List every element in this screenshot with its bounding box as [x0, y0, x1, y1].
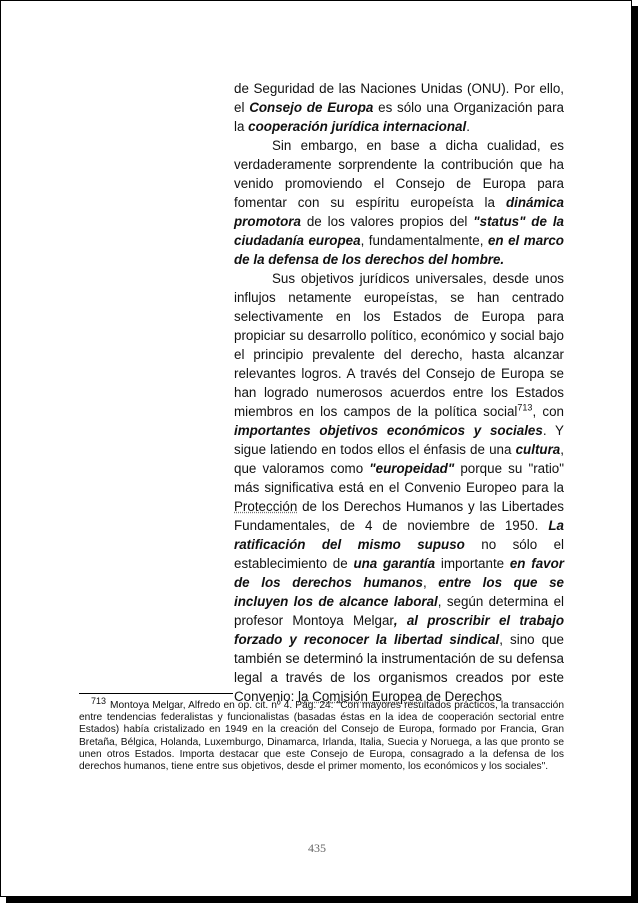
text-run: , según determina el profesor Montoya Melgar: [234, 594, 565, 628]
emphasis-run: , al proscribir el trabajo forzado y reconocer la libertad sindical: [234, 613, 564, 647]
underlined-run: la Comisión Europea: [298, 689, 423, 704]
underlined-run: Protección: [234, 499, 298, 514]
body-text: [234, 79, 564, 706]
text-run: , con: [532, 404, 564, 419]
text-run: es sólo una Organización para la: [234, 100, 564, 134]
emphasis-run: en el marco de la defensa de los derechos del hombre.: [234, 233, 564, 267]
footnote-separator: [79, 693, 233, 694]
text-run: , fundamentalmente,: [360, 233, 488, 248]
paragraph-2: [234, 136, 564, 269]
text-run: Sus objetivos jurídicos universales, desde unos influjos netamente europeístas, se han centrado selectivamente en los Estados de Europa para propiciar su desarrollo político, económico y social bajo el principio prevalente del derecho, hasta alcanzar relevantes logros. A través del Consejo de Europa se han logrado numerosos acuerdos entre los Estados miembros en los campos de la política social: [234, 271, 564, 419]
emphasis-run: cooperación jurídica internacional: [248, 119, 467, 134]
text-run: .: [466, 119, 470, 134]
text-run: , sino que también se determinó la instrumentación de su defensa legal a través de los organismos creados por este Convenio:: [234, 632, 564, 704]
text-run: de Seguridad de las Naciones Unidas (ONU). Por ello, el: [234, 81, 564, 115]
text-run: no sólo el establecimiento de: [234, 537, 564, 571]
emphasis-run: dinámica promotora: [234, 195, 564, 229]
text-run: ,: [422, 575, 439, 590]
emphasis-run: importantes objetivos económicos y sociales: [234, 423, 543, 438]
text-run: porque su "ratio" más significativa está en el Convenio Europeo para la: [234, 461, 565, 495]
emphasis-run: "status" de la ciudadanía europea: [234, 214, 564, 248]
page-number: 435: [308, 841, 326, 855]
emphasis-run: en favor de los derechos humanos: [234, 556, 564, 590]
emphasis-run: Consejo de Europa: [249, 100, 374, 115]
paragraph-1: [234, 79, 564, 136]
footnote-number: 713: [91, 695, 107, 706]
emphasis-run: entre los que se incluyen los de alcance laboral: [234, 575, 564, 609]
emphasis-run: una garantía: [353, 556, 436, 571]
paragraph-3: [234, 269, 564, 706]
footnote-text: Montoya Melgar, Alfredo en op. cit. nº 4. Pág. 24: "Con mayores resultados prácticos, la transacción entre tendencias federalistas y funcionalistas (basadas éstas en la idea de cooperación sectorial entre Estados) había cristalizado en 1949 en la creación del Consejo de Europa, formado por Francia, Gran Bretaña, Bélgica, Holanda, Luxemburgo, Dinamarca, Irlanda, Italia, Suecia y Noruega, a las que pronto se unen otros Estados. Importa destacar que este Consejo de Europa, consagrado a la defensa de los derechos humanos, tiene entre sus objetivos, desde el primer momento, los económicos y los sociales".: [79, 700, 564, 773]
text-run: , que valoramos como: [234, 442, 564, 476]
text-run: de los valores propios del: [300, 214, 474, 229]
emphasis-run: La ratificación del mismo supuso: [234, 518, 564, 552]
footnote-reference[interactable]: 713: [517, 402, 533, 413]
text-run: de Derechos: [422, 689, 502, 704]
emphasis-run: "europeidad": [369, 461, 455, 476]
text-run: . Y sigue latiendo en todos ellos el énfasis de una: [234, 423, 564, 457]
text-run: importante: [435, 556, 510, 571]
text-run: de los Derechos Humanos y las Libertades Fundamentales, de 4 de noviembre de 1950.: [234, 499, 564, 533]
text-run: Sin embargo, en base a dicha cualidad, es verdaderamente sorprendente la contribución que ha venido promoviendo el Consejo de Europa para fomentar con su espíritu europeísta la: [234, 138, 564, 210]
emphasis-run: cultura: [515, 442, 561, 457]
